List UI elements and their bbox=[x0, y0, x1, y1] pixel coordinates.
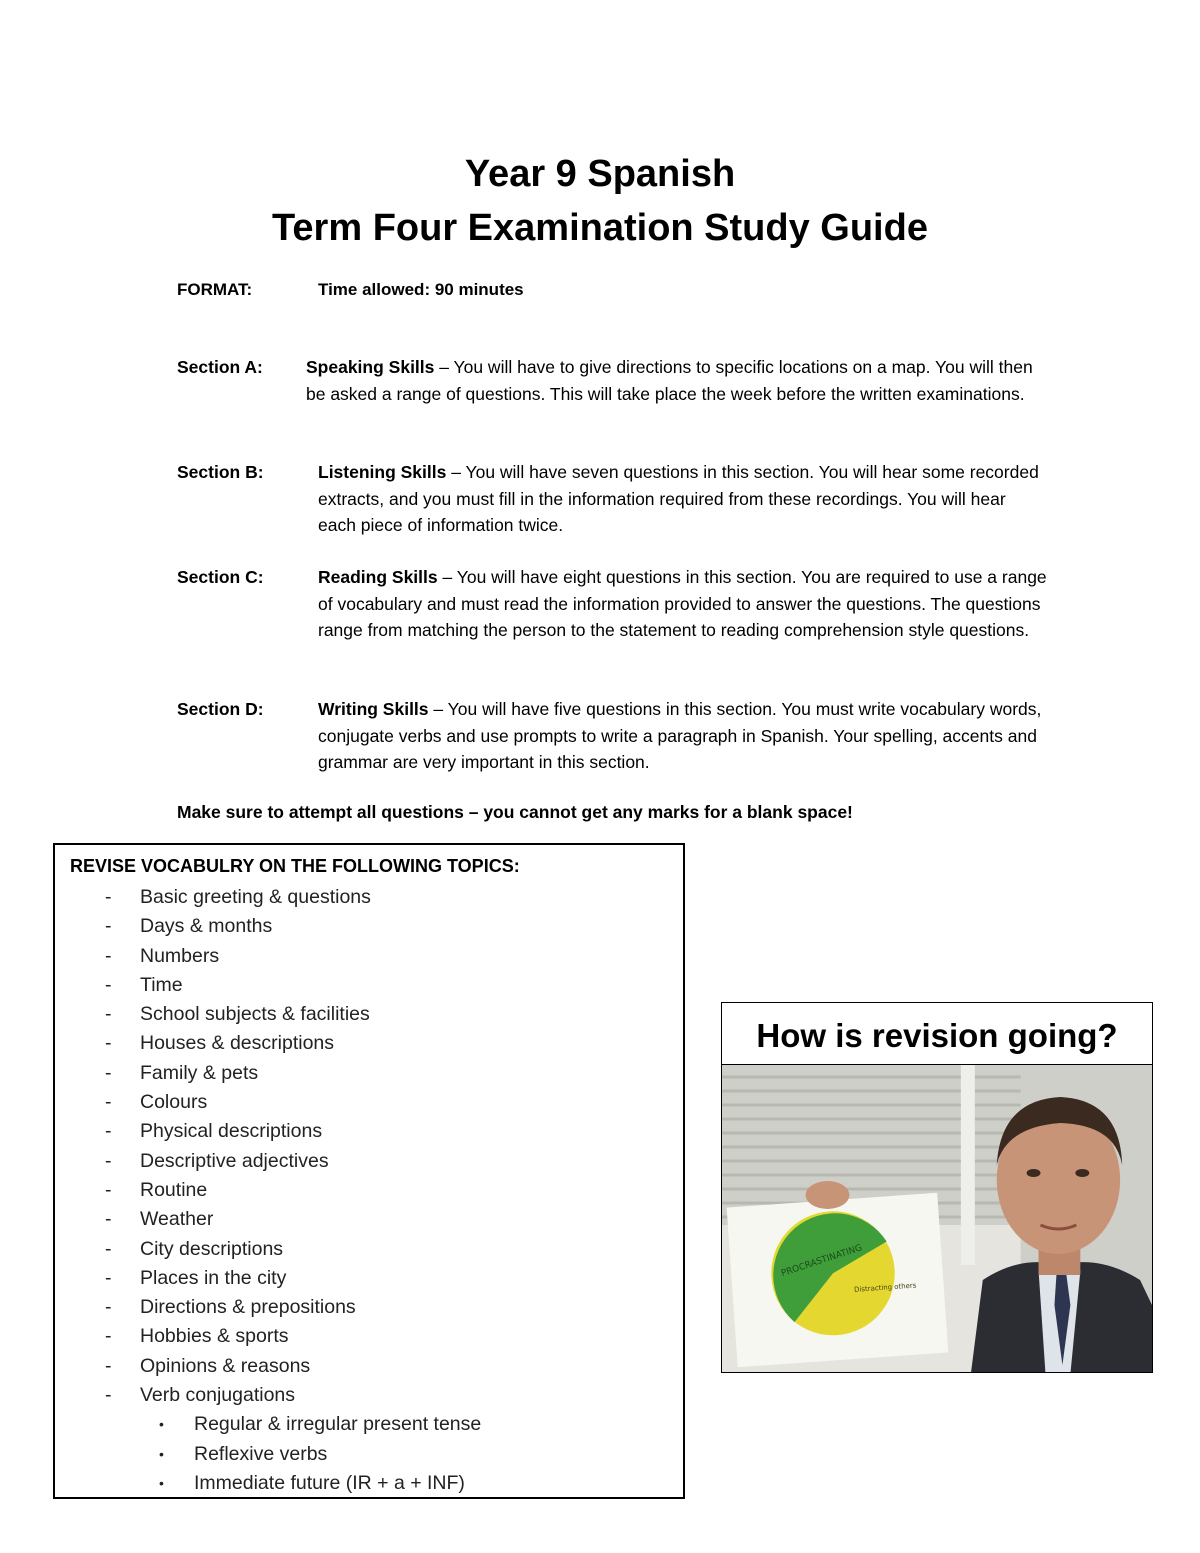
section-b-body bbox=[318, 459, 1048, 539]
section-d-text: – You will have five questions in this section. You must write vocabulary words, conjugate verbs and use prompts to write a paragraph in Spanish. Your spelling, accents and grammar are very important in this section. bbox=[318, 699, 1042, 772]
dot-bullet: • bbox=[159, 1416, 164, 1433]
attempt-all-reminder: Make sure to attempt all questions – you cannot get any marks for a blank space! bbox=[177, 802, 853, 822]
list-item: - School subjects & facilities bbox=[55, 1000, 481, 1029]
dot-bullet: • bbox=[159, 1445, 164, 1462]
dash-bullet: - bbox=[105, 973, 112, 996]
dash-bullet: - bbox=[105, 1003, 112, 1026]
section-a-skill: Speaking Skills bbox=[306, 357, 435, 377]
section-a-label: Section A: bbox=[177, 357, 263, 377]
dash-bullet: - bbox=[105, 886, 112, 908]
format-label: FORMAT: bbox=[177, 280, 253, 299]
vocab-list bbox=[55, 883, 481, 1498]
left-eye bbox=[1027, 1169, 1041, 1177]
dash-bullet: - bbox=[105, 1149, 112, 1172]
section-c-body bbox=[318, 564, 1048, 644]
dash-bullet: - bbox=[105, 944, 112, 967]
section-d-label: Section D: bbox=[177, 699, 264, 719]
dash-bullet: - bbox=[105, 1032, 112, 1055]
hand bbox=[806, 1181, 850, 1209]
dash-bullet: - bbox=[105, 1296, 112, 1319]
list-item: - Opinions & reasons bbox=[55, 1352, 481, 1381]
list-item: - Hobbies & sports bbox=[55, 1322, 481, 1351]
dash-bullet: - bbox=[105, 1091, 112, 1114]
list-item: - Basic greeting & questions bbox=[55, 883, 481, 912]
section-a-text: – You will have to give directions to specific locations on a map. You will then be asked a range of questions. This will take place the week before the written examinations. bbox=[306, 357, 1033, 404]
dash-bullet: - bbox=[105, 1354, 112, 1377]
dot-bullet: • bbox=[159, 1474, 164, 1491]
dash-bullet: - bbox=[105, 1325, 112, 1348]
list-item: - Houses & descriptions bbox=[55, 1029, 481, 1058]
section-d-body bbox=[318, 696, 1048, 776]
list-item: - Routine bbox=[55, 1176, 481, 1205]
dash-bullet: - bbox=[105, 915, 112, 938]
dash-bullet: - bbox=[105, 1178, 112, 1201]
section-c-label: Section C: bbox=[177, 567, 264, 587]
section-a-body bbox=[306, 354, 1051, 407]
list-item: - Days & months bbox=[55, 912, 481, 941]
list-item: - City descriptions bbox=[55, 1235, 481, 1264]
dash-bullet: - bbox=[105, 1120, 112, 1143]
window-frame bbox=[961, 1065, 975, 1265]
format-time-allowed: Time allowed: 90 minutes bbox=[318, 280, 524, 299]
list-item: - Directions & prepositions bbox=[55, 1293, 481, 1322]
dash-bullet: - bbox=[105, 1237, 112, 1260]
section-b-label: Section B: bbox=[177, 462, 264, 482]
list-item: - Physical descriptions bbox=[55, 1117, 481, 1146]
section-b-text: – You will have seven questions in this section. You will hear some recorded extracts, and you must fill in the information required from these recordings. You will hear each piece of information twice. bbox=[318, 462, 1039, 535]
list-subitem: • Immediate future (IR + a + INF) bbox=[55, 1469, 481, 1498]
title-line-1: Year 9 Spanish bbox=[464, 153, 736, 195]
dash-bullet: - bbox=[105, 1266, 112, 1289]
list-item: - Time bbox=[55, 971, 481, 1000]
revision-meme bbox=[721, 1002, 1153, 1373]
pie-label-distracting-others: Distracting others bbox=[853, 1281, 917, 1294]
list-item: - Places in the city bbox=[55, 1264, 481, 1293]
meme-caption: How is revision going? bbox=[722, 1003, 1152, 1065]
list-item: - Numbers bbox=[55, 942, 481, 971]
dash-bullet: - bbox=[105, 1061, 112, 1084]
section-c-skill: Reading Skills bbox=[318, 567, 438, 587]
list-item: - Family & pets bbox=[55, 1059, 481, 1088]
list-item: - Colours bbox=[55, 1088, 481, 1117]
right-eye bbox=[1075, 1169, 1089, 1177]
vocab-heading: REVISE VOCABULRY ON THE FOLLOWING TOPICS: bbox=[70, 856, 520, 876]
list-subitem: • Reflexive verbs bbox=[55, 1440, 481, 1469]
pie-label-procrastinating: PROCRASTINATING bbox=[780, 1243, 864, 1279]
meme-photo bbox=[722, 1065, 1152, 1373]
section-d-skill: Writing Skills bbox=[318, 699, 429, 719]
list-item: - Descriptive adjectives bbox=[55, 1147, 481, 1176]
section-c-text: – You will have eight questions in this section. You are required to use a range of vocabulary and must read the information provided to answer the questions. The questions range from matching the person to the statement to reading comprehension style questions. bbox=[318, 567, 1047, 640]
list-subitem: • Regular & irregular present tense bbox=[55, 1410, 481, 1439]
title-line-2: Term Four Examination Study Guide bbox=[272, 207, 928, 249]
list-item: - Verb conjugations bbox=[55, 1381, 481, 1410]
vocab-topics-box bbox=[53, 843, 685, 1499]
section-b-skill: Listening Skills bbox=[318, 462, 447, 482]
list-item: - Weather bbox=[55, 1205, 481, 1234]
dash-bullet: - bbox=[105, 1208, 112, 1231]
dash-bullet: - bbox=[105, 1384, 112, 1407]
